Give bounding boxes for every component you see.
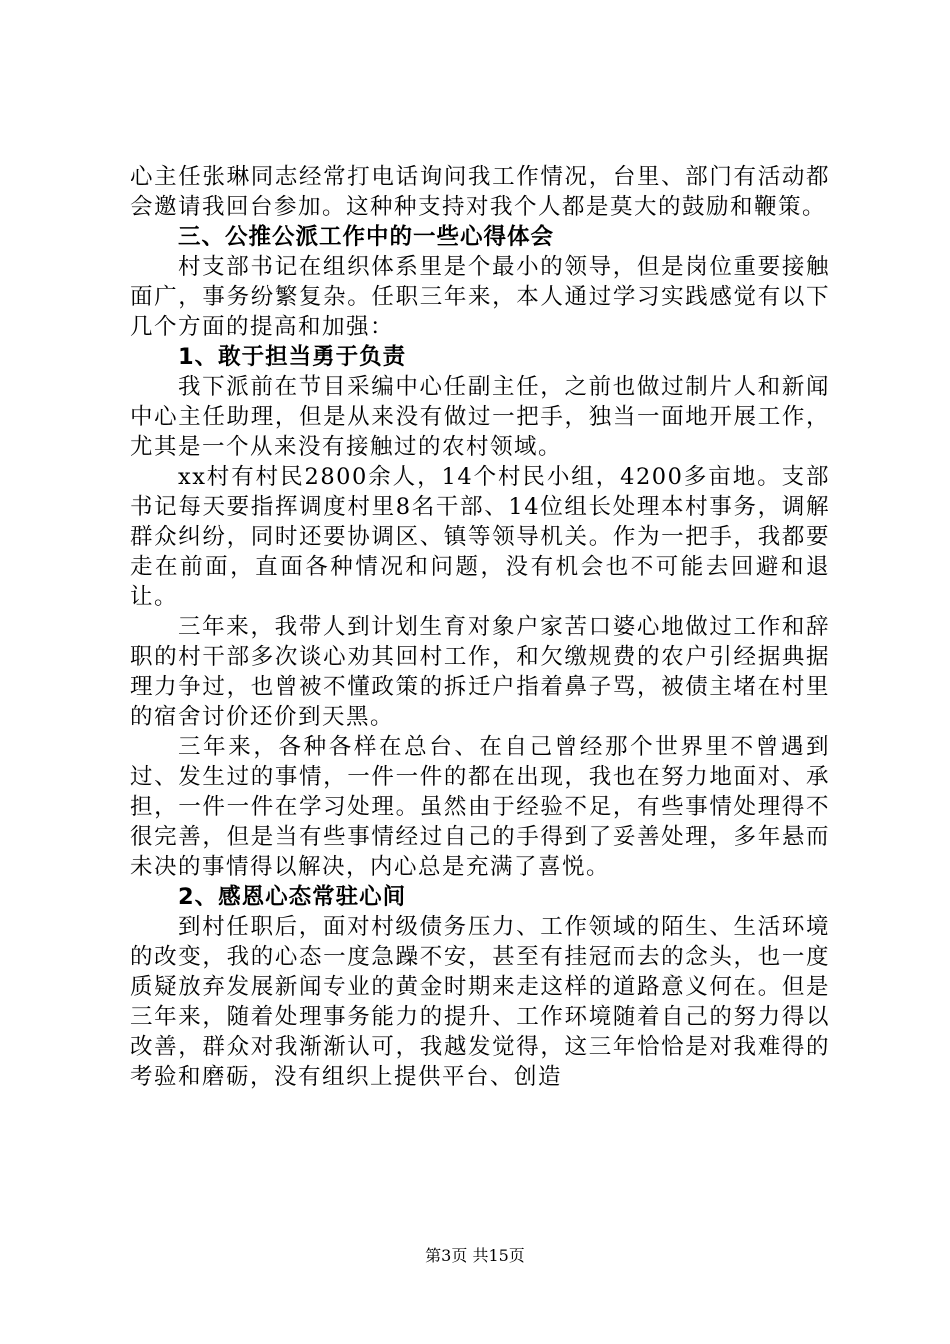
subheading-1: 1、敢于担当勇于负责	[178, 344, 407, 370]
paragraph-gratitude: 到村任职后，面对村级债务压力、工作领域的陌生、生活环境的改变，我的心态一度急躁不安，甚至有挂冠而去的念头，也一度质疑放弃发展新闻专业的黄金时期来走这样的道路意义何在。但是三年来，随着处理事务能力的提升、工作环境随着自己的努力得以改善，群众对我渐渐认可，我越发觉得，这三年恰恰是对我难得的考验和磨砺，没有组织上提供平台、创造	[130, 914, 830, 1090]
section-heading-3: 三、公推公派工作中的一些心得体会	[178, 224, 555, 250]
paragraph-village-facts: xx村有村民2800余人，14个村民小组，4200多亩地。支部书记每天要指挥调度村里8名干部、14位组长处理本村事务，调解群众纠纷，同时还要协调区、镇等领导机关。作为一把手，我都要走在前面，直面各种情况和问题，没有机会也不可能去回避和退让。	[130, 464, 830, 610]
page-number-footer: 第3页 共15页	[425, 1246, 525, 1265]
subheading-2: 2、感恩心态常驻心间	[178, 884, 407, 910]
paragraph-background: 我下派前在节目采编中心任副主任，之前也做过制片人和新闻中心主任助理，但是从来没有做过一把手，独当一面地开展工作，尤其是一个从来没有接触过的农村领域。	[130, 374, 830, 460]
paragraph-continued: 心主任张琳同志经常打电话询问我工作情况，台里、部门有活动都会邀请我回台参加。这种种支持对我个人都是莫大的鼓励和鞭策。	[130, 164, 830, 220]
paragraph-three-years-2: 三年来，各种各样在总台、在自己曾经那个世界里不曾遇到过、发生过的事情，一件一件的都在出现，我也在努力地面对、承担，一件一件在学习处理。虽然由于经验不足，有些事情处理得不很完善，但是当有些事情经过自己的手得到了妥善处理，多年悬而未决的事情得以解决，内心总是充满了喜悦。	[130, 734, 830, 880]
document-body	[130, 162, 830, 1092]
paragraph-three-years-1: 三年来，我带人到计划生育对象户家苦口婆心地做过工作和辞职的村干部多次谈心劝其回村工作，和欠缴规费的农户引经据典据理力争过，也曾被不懂政策的拆迁户指着鼻子骂，被债主堵在村里的宿舍讨价还价到天黑。	[130, 614, 830, 730]
paragraph-intro: 村支部书记在组织体系里是个最小的领导，但是岗位重要接触面广，事务纷繁复杂。任职三年来，本人通过学习实践感觉有以下几个方面的提高和加强：	[130, 254, 830, 340]
